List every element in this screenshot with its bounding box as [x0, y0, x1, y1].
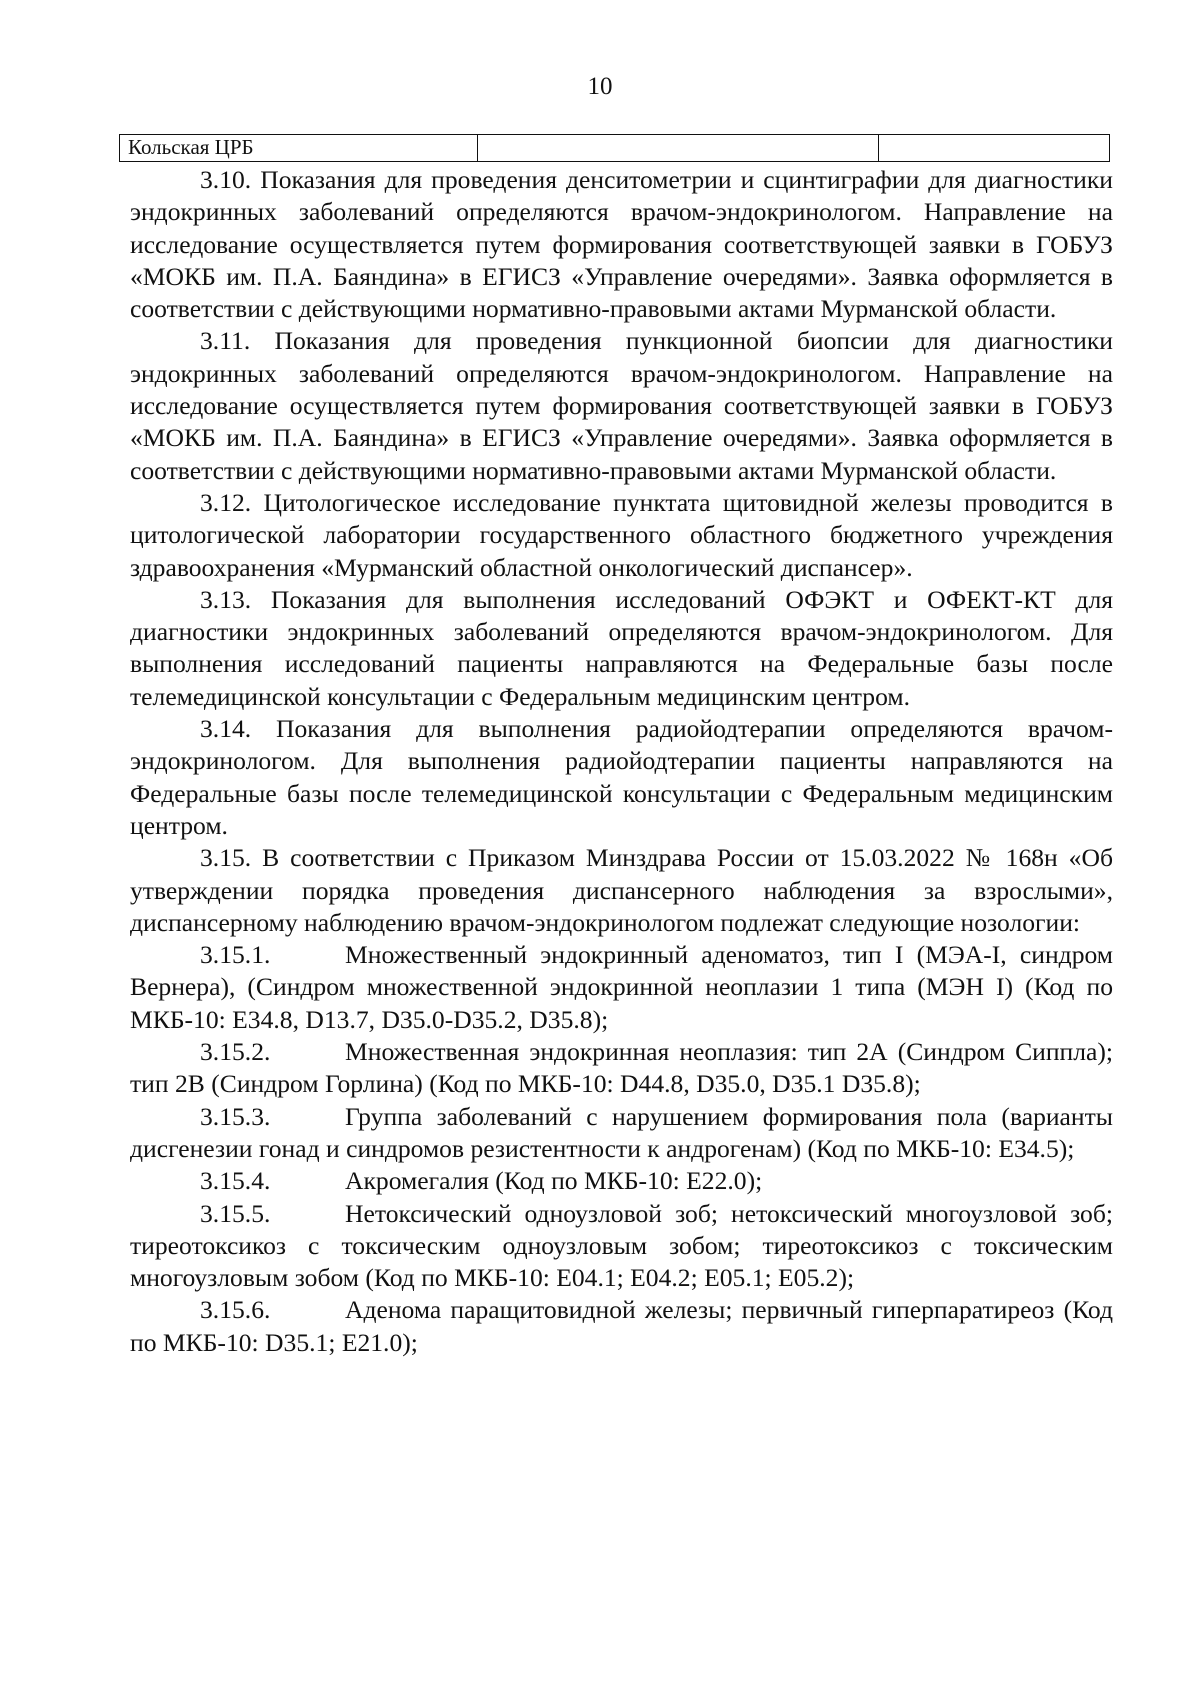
list-item [130, 1198, 1113, 1295]
paragraph-3-10: 3.10. Показания для проведения денситометрии и сцинтиграфии для диагностики эндокринных заболеваний определяются врачом-эндокринологом. Направление на исследование осуществляется путем формирования соответствующей заявки в ГОБУЗ «МОКБ им. П.А. Баяндина» в ЕГИСЗ «Управление очередями». Заявка оформляется в соответствии с действующими нормативно-правовыми актами Мурманской области. [130, 165, 1113, 324]
paragraph-3-11: 3.11. Показания для проведения пункционной биопсии для диагностики эндокринных заболеваний определяются врачом-эндокринологом. Направление на исследование осуществляется путем формирования соответствующей заявки в ГОБУЗ «МОКБ им. П.А. Баяндина» в ЕГИСЗ «Управление очередями». Заявка оформляется в соответствии с действующими нормативно-правовыми актами Мурманской области. [130, 326, 1113, 485]
paragraph-3-12: 3.12. Цитологическое исследование пунктата щитовидной железы проводится в цитологической лаборатории государственного областного бюджетного учреждения здравоохранения «Мурманский областной онкологический диспансер». [130, 487, 1113, 582]
list-item-text: Группа заболеваний с нарушением формирования пола (варианты дисгенезии гонад и синдромов резистентности к андрогенам) (Код по МКБ-10: E34.5); [130, 1101, 1113, 1163]
list-item-text: Множественная эндокринная неоплазия: тип 2А (Синдром Сиппла); тип 2В (Синдром Горлина) (Код по МКБ-10: D44.8, D35.0, D35.1 D35.8); [130, 1037, 1113, 1099]
table-cell-empty [478, 135, 879, 161]
document-body [130, 164, 1113, 1359]
list-item [130, 939, 1113, 1036]
paragraph-3-15: 3.15. В соответствии с Приказом Минздрава России от 15.03.2022 № 168н «Об утверждении порядка проведения диспансерного наблюдения за взрослыми», диспансерному наблюдению врачом-эндокринологом подлежат следующие нозологии: [130, 843, 1113, 937]
list-item-text: Акромегалия (Код по МКБ-10: E22.0); [345, 1166, 763, 1196]
table-row [119, 134, 1110, 162]
list-item-number: 3.15.1. [200, 940, 271, 970]
page-number: 10 [587, 73, 613, 100]
table-cell-organization: Кольская ЦРБ [120, 135, 478, 161]
table-cell-empty [879, 135, 1109, 161]
list-item-text: Аденома паращитовидной железы; первичный гиперпаратиреоз (Код по МКБ-10: D35.1; E21.0); [130, 1295, 1113, 1357]
list-item-text: Множественный эндокринный аденоматоз, тип I (МЭА-I, синдром Вернера), (Синдром множественной эндокринной неоплазии 1 типа (МЭН I) (Код по МКБ-10: E34.8, D13.7, D35.0-D35.2, D35.8); [130, 940, 1113, 1034]
list-item [130, 1101, 1113, 1166]
list-item-number: 3.15.3. [200, 1101, 271, 1131]
list-item-text: Нетоксический одноузловой зоб; нетоксический многоузловой зоб; тиреотоксикоз с токсическим одноузловым зобом; тиреотоксикоз с токсическим многоузловым зобом (Код по МКБ-10: E04.1; E04.2; E05.1; E05.2); [130, 1198, 1113, 1293]
list-item [130, 1036, 1113, 1101]
list-item-number: 3.15.5. [200, 1198, 271, 1228]
list-item [130, 1294, 1113, 1359]
list-item-number: 3.15.2. [200, 1037, 271, 1067]
list-item-number: 3.15.6. [200, 1295, 271, 1325]
paragraph-3-13: 3.13. Показания для выполнения исследований ОФЭКТ и ОФЕКТ-КТ для диагностики эндокринных заболеваний определяются врачом-эндокринологом. Для выполнения исследований пациенты направляются на Федеральные базы после телемедицинской консультации с Федеральным медицинским центром. [130, 584, 1113, 711]
list-item [130, 1165, 1113, 1197]
paragraph-3-14: 3.14. Показания для выполнения радиойодтерапии определяются врачом-эндокринологом. Для выполнения радиойодтерапии пациенты направляются на Федеральные базы после телемедицинской консультации с Федеральным медицинским центром. [130, 714, 1113, 840]
list-item-number: 3.15.4. [200, 1166, 271, 1196]
